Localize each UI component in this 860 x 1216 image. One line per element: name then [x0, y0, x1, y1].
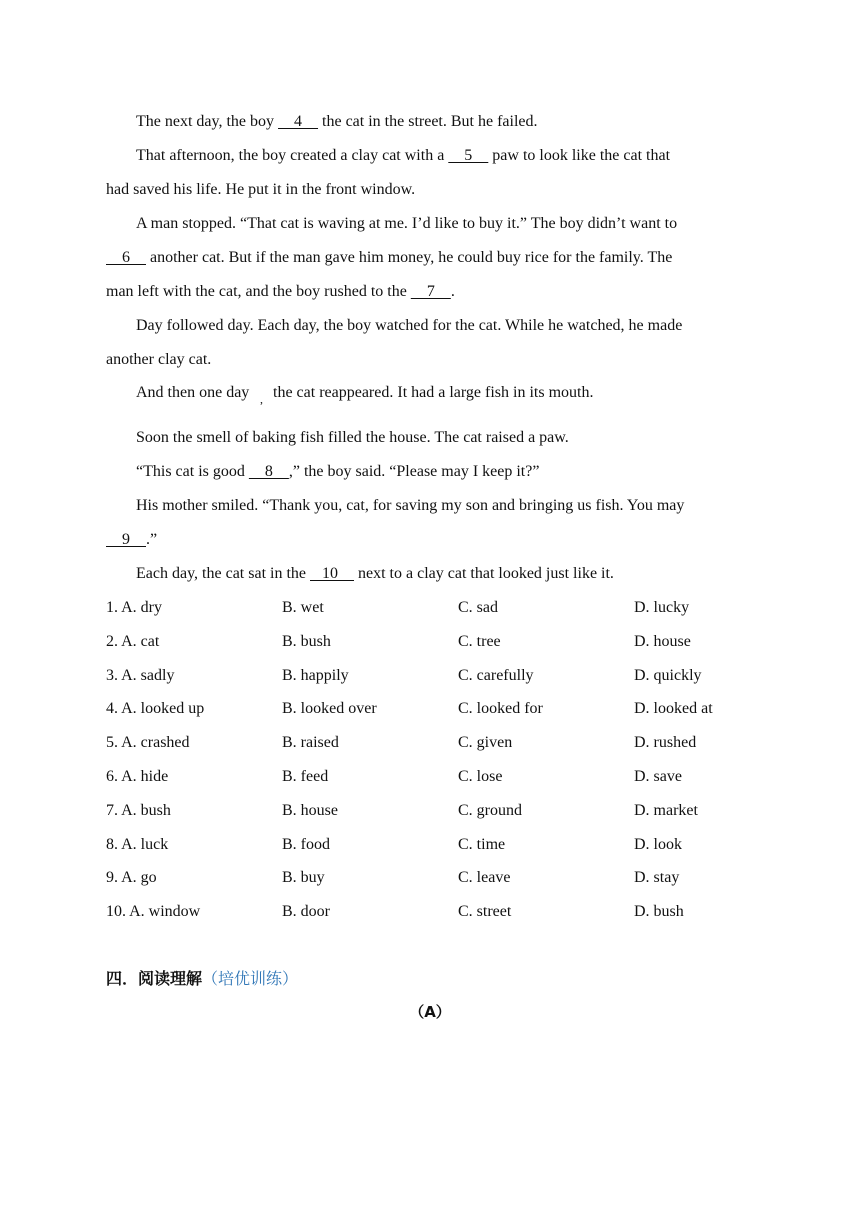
text: Day followed day. Each day, the boy watched for the cat. While he watched, he made: [136, 317, 683, 334]
option-d: D. house: [634, 633, 691, 650]
text: the cat reappeared. It had a large fish in its mouth.: [273, 384, 594, 401]
option-d: D. quickly: [634, 667, 702, 684]
text: The next day, the boy: [136, 113, 279, 130]
option-d: D. stay: [634, 869, 680, 886]
option-d: D. looked at: [634, 700, 713, 717]
option-a: 10. A. window: [106, 903, 201, 920]
text: That afternoon, the boy created a clay cat with a: [136, 147, 449, 164]
blank-7: 7: [410, 283, 451, 300]
blank-6: 6: [106, 249, 146, 266]
passage-line-14: [136, 564, 614, 584]
text: ,” the boy said. “Please may I keep it?”: [288, 463, 540, 480]
option-c: C. given: [458, 734, 513, 751]
section-heading: [106, 966, 298, 989]
option-b: B. bush: [282, 633, 331, 650]
blank-9: 9: [106, 531, 146, 548]
option-c: C. tree: [458, 633, 501, 650]
option-a: 1. A. dry: [106, 599, 162, 616]
option-b: B. feed: [282, 768, 329, 785]
text: had saved his life. He put it in the front window.: [106, 181, 416, 198]
option-a: 7. A. bush: [106, 802, 171, 819]
text: another cat. But if the man gave him money, he could buy rice for the family. The: [146, 249, 673, 266]
option-d: D. market: [634, 802, 698, 819]
option-b: B. raised: [282, 734, 339, 751]
passage-line-2: [136, 146, 670, 166]
option-a: 2. A. cat: [106, 633, 160, 650]
text: Each day, the cat sat in the: [136, 565, 310, 582]
passage-line-1: [136, 112, 538, 132]
text: paw to look like the cat that: [488, 147, 671, 164]
text: another clay cat.: [106, 351, 212, 368]
part-label: （A）: [409, 1003, 451, 1021]
passage-line-7: [136, 316, 682, 336]
blank-8: 8: [248, 463, 289, 480]
option-a: 6. A. hide: [106, 768, 169, 785]
option-c: C. ground: [458, 802, 522, 819]
option-b: B. house: [282, 802, 338, 819]
option-a: 5. A. crashed: [106, 734, 190, 751]
option-b: B. buy: [282, 869, 325, 886]
text: His mother smiled. “Thank you, cat, for saving my son and bringing us fish. You may: [136, 497, 685, 514]
blank-10: 10: [310, 565, 354, 582]
passage-line-4: [136, 214, 677, 234]
option-d: D. look: [634, 836, 682, 853]
option-c: C. leave: [458, 869, 511, 886]
option-c: C. lose: [458, 768, 503, 785]
option-d: D. bush: [634, 903, 684, 920]
passage-line-9b: [273, 383, 593, 403]
option-c: C. time: [458, 836, 506, 853]
option-b: B. door: [282, 903, 330, 920]
text: man left with the cat, and the boy rushed to the: [106, 283, 411, 300]
passage-line-12: [136, 496, 684, 516]
option-a: 3. A. sadly: [106, 667, 175, 684]
passage-line-9: [136, 383, 249, 403]
option-b: B. looked over: [282, 700, 377, 717]
passage-line-6: [106, 282, 455, 302]
passage-line-3: [106, 180, 415, 200]
text: the cat in the street. But he failed.: [318, 113, 538, 130]
option-b: B. food: [282, 836, 330, 853]
section-title: 四．阅读理解: [106, 969, 203, 988]
passage-line-10: [136, 428, 569, 448]
section-subtitle: （培优训练）: [202, 969, 299, 988]
text: .: [450, 283, 455, 300]
option-b: B. happily: [282, 667, 349, 684]
passage-line-8: [106, 350, 211, 370]
passage-line-5: [106, 248, 672, 268]
option-c: C. looked for: [458, 700, 543, 717]
text: And then one day: [136, 384, 250, 401]
option-d: D. rushed: [634, 734, 697, 751]
text: next to a clay cat that looked just like it.: [354, 565, 614, 582]
blank-4: 4: [278, 113, 319, 130]
option-a: 8. A. luck: [106, 836, 169, 853]
passage-line-13: [106, 530, 157, 550]
option-d: D. lucky: [634, 599, 690, 616]
option-a: 9. A. go: [106, 869, 157, 886]
blank-5: 5: [448, 147, 489, 164]
option-c: C. sad: [458, 599, 498, 616]
option-b: B. wet: [282, 599, 324, 616]
text: Soon the smell of baking fish filled the house. The cat raised a paw.: [136, 429, 569, 446]
option-d: D. save: [634, 768, 682, 785]
stray-comma: ,: [260, 392, 263, 406]
text: “This cat is good: [136, 463, 249, 480]
option-a: 4. A. looked up: [106, 700, 205, 717]
option-c: C. carefully: [458, 667, 534, 684]
option-c: C. street: [458, 903, 512, 920]
text: .”: [146, 531, 158, 548]
text: A man stopped. “That cat is waving at me. I’d like to buy it.” The boy didn’t want to: [136, 215, 678, 232]
passage-line-11: [136, 462, 539, 482]
